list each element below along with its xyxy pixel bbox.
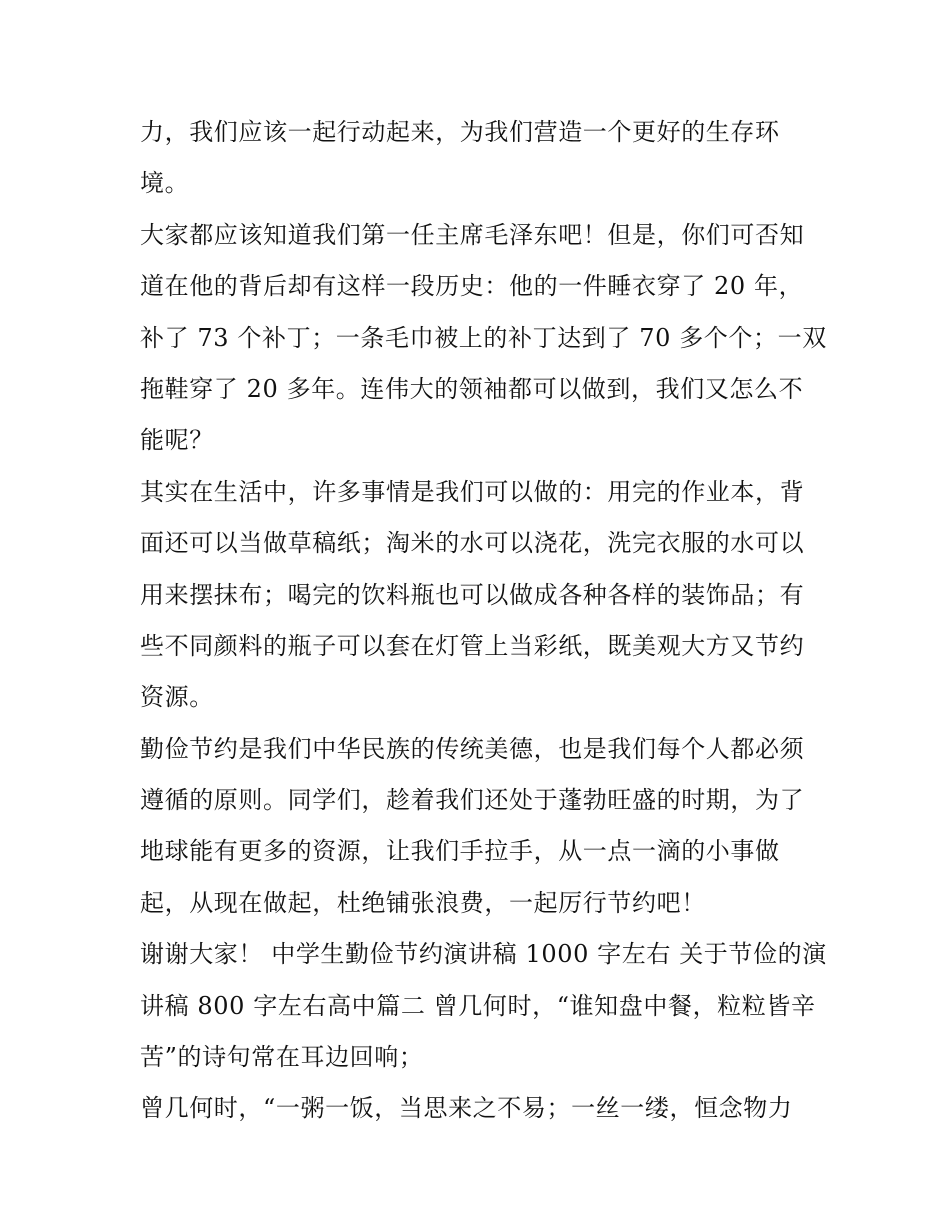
text-line: 大家都应该知道我们第一任主席毛泽东吧！但是，你们可否知 (140, 220, 805, 249)
text-line: 遵循的原则。同学们，趁着我们还处于蓬勃旺盛的时期，为了 (140, 786, 805, 815)
text-line: 用来摆抹布；喝完的饮料瓶也可以做成各种各样的装饰品；有 (140, 580, 805, 609)
text-line: 境。 (140, 169, 190, 198)
text-line: 勤俭节约是我们中华民族的传统美德，也是我们每个人都必须 (140, 734, 805, 763)
text-line: 讲稿 800 字左右高中篇二 曾几何时，“谁知盘中餐，粒粒皆辛 (140, 991, 816, 1020)
text-line: 补了 73 个补丁；一条毛巾被上的补丁达到了 70 多个个；一双 (140, 323, 827, 352)
text-line: 拖鞋穿了 20 多年。连伟大的领袖都可以做到，我们又怎么不 (140, 374, 804, 403)
text-line: 其实在生活中，许多事情是我们可以做的：用完的作业本，背 (140, 477, 805, 506)
text-line: 曾几何时，“一粥一饭，当思来之不易；一丝一缕，恒念物力 (140, 1094, 793, 1123)
text-line: 面还可以当做草稿纸；淘米的水可以浇花，洗完衣服的水可以 (140, 529, 805, 558)
text-line: 谢谢大家！ 中学生勤俭节约演讲稿 1000 字左右 关于节俭的演 (140, 940, 827, 969)
text-line: 苦”的诗句常在耳边回响； (140, 1043, 424, 1072)
text-line: 力，我们应该一起行动起来，为我们营造一个更好的生存环 (140, 118, 780, 146)
text-line: 能呢？ (140, 426, 214, 455)
document-body (140, 107, 827, 1135)
text-line: 地球能有更多的资源，让我们手拉手，从一点一滴的小事做 (140, 837, 780, 866)
text-line: 起，从现在做起，杜绝铺张浪费，一起厉行节约吧！ (140, 888, 706, 917)
text-line: 道在他的背后却有这样一段历史：他的一件睡衣穿了 20 年， (140, 272, 804, 301)
text-line: 些不同颜料的瓶子可以套在灯管上当彩纸，既美观大方又节约 (140, 631, 805, 660)
text-line: 资源。 (140, 683, 214, 712)
